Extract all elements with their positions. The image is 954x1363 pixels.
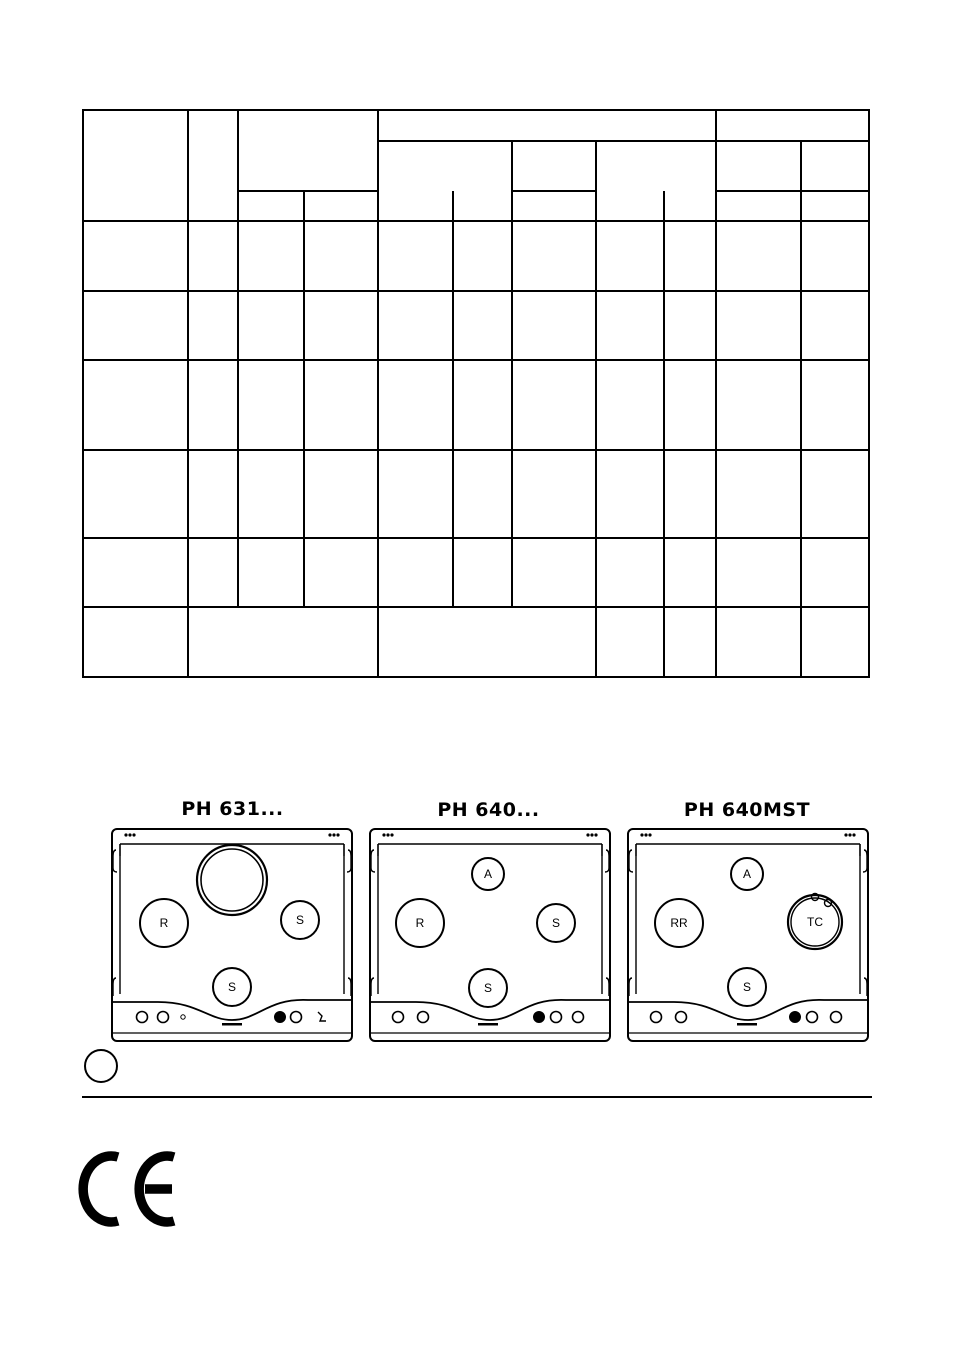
cooktop-diagram-ph640 bbox=[366, 826, 614, 1044]
circle-marker-icon bbox=[82, 1047, 122, 1087]
table-border bbox=[83, 110, 869, 677]
burner-label: S bbox=[742, 980, 752, 994]
model-title-ph640: PH 640... bbox=[437, 799, 540, 821]
ce-mark-icon bbox=[78, 1148, 188, 1232]
model-title-ph640mst: PH 640MST bbox=[683, 799, 811, 821]
section-divider bbox=[82, 1096, 872, 1098]
burner-label: A bbox=[742, 867, 752, 881]
burner-label: A bbox=[483, 867, 493, 881]
burner-label: S bbox=[227, 980, 237, 994]
burner-label: R bbox=[415, 916, 425, 930]
burner-label: R bbox=[159, 916, 169, 930]
burner-label: S bbox=[483, 981, 493, 995]
model-title-ph631: PH 631... bbox=[181, 798, 284, 820]
burner-label: TC bbox=[807, 915, 823, 929]
cooktop-diagram-ph640mst bbox=[624, 826, 872, 1044]
burner-label: RR bbox=[670, 916, 688, 930]
burner-label: S bbox=[295, 913, 305, 927]
burner-label: S bbox=[551, 916, 561, 930]
cooktop-diagram-ph631 bbox=[108, 826, 356, 1044]
